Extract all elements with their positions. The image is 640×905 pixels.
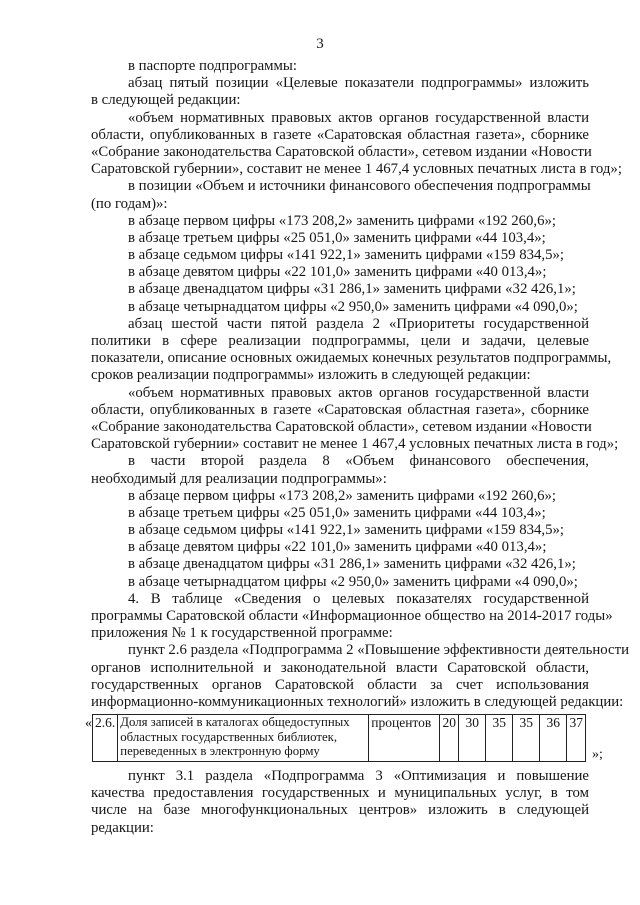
text-line: сроков реализации подпрограммы» изложить в следующей редакции: bbox=[91, 367, 531, 384]
text-line: в абзаце первом цифры «173 208,2» заменить цифрами «192 260,6»; bbox=[128, 487, 557, 504]
value-cell: 35 bbox=[513, 715, 540, 762]
text-line: приложения № 1 к государственной программе: bbox=[91, 625, 393, 642]
table-open-quote: « bbox=[85, 716, 92, 731]
indicator-name-cell: Доля записей в каталогах общедоступных областных государственных библиотек, переведенных в электронную форму bbox=[118, 715, 369, 762]
text-line: политики в сфере реализации подпрограммы, цели и задачи, целевые bbox=[91, 333, 589, 349]
text-line: 4. В таблице «Сведения о целевых показателях государственной bbox=[128, 590, 589, 607]
text-line: «Собрание законодательства Саратовской области», сетевом издании «Новости bbox=[91, 143, 592, 160]
text-line: Саратовской губернии», составит не менее 1 467,4 условных печатных листа в год»; bbox=[91, 161, 622, 178]
text-line: в абзаце девятом цифры «22 101,0» заменить цифрами «40 013,4»; bbox=[128, 264, 547, 281]
text-line: необходимый для реализации подпрограммы»: bbox=[91, 470, 387, 487]
unit-cell: процентов bbox=[369, 715, 440, 762]
text-line: в абзаце четырнадцатом цифры «2 950,0» заменить цифрами «4 090,0»; bbox=[128, 298, 578, 315]
text-line: редакции: bbox=[91, 819, 154, 836]
table-row bbox=[93, 715, 586, 762]
text-line: в абзаце седьмом цифры «141 922,1» заменить цифрами «159 834,5»; bbox=[128, 247, 565, 264]
text-line: пункт 3.1 раздела «Подпрограмма 3 «Оптимизация и повышение bbox=[128, 768, 589, 784]
text-line: в абзаце первом цифры «173 208,2» заменить цифрами «192 260,6»; bbox=[128, 212, 557, 229]
body-text-lower bbox=[91, 768, 589, 837]
text-line: в части второй раздела 8 «Объем финансового обеспечения, bbox=[128, 453, 589, 470]
value-cell: 30 bbox=[459, 715, 486, 762]
text-line: в следующей редакции: bbox=[91, 92, 241, 109]
text-line: «объем нормативных правовых актов органов государственной власти bbox=[128, 109, 589, 126]
text-line: области, опубликованных в газете «Саратовская областная газета», сборнике bbox=[91, 401, 589, 418]
value-cell: 37 bbox=[567, 715, 586, 762]
text-line: государственных органов Саратовской области за счет использования bbox=[91, 676, 589, 693]
text-line: информационно-коммуникационных технологий» изложить в следующей редакции: bbox=[91, 693, 624, 710]
text-line: «объем нормативных правовых актов органов государственной власти bbox=[128, 384, 589, 401]
page-number: 3 bbox=[316, 36, 324, 52]
text-line: в абзаце третьем цифры «25 051,0» заменить цифрами «44 103,4»; bbox=[128, 504, 546, 521]
text-line: в абзаце двенадцатом цифры «31 286,1» заменить цифрами «32 426,1»; bbox=[128, 556, 576, 573]
text-line: в абзаце девятом цифры «22 101,0» заменить цифрами «40 013,4»; bbox=[128, 539, 547, 556]
indicator-table bbox=[92, 714, 586, 762]
text-line: пункт 2.6 раздела «Подпрограмма 2 «Повышение эффективности деятельности bbox=[128, 642, 630, 659]
text-line: Саратовской губернии» составит не менее 1 467,4 условных печатных листа в год»; bbox=[91, 436, 619, 453]
text-line: в позиции «Объем и источники финансового обеспечения подпрограммы bbox=[128, 178, 591, 195]
value-cell: 35 bbox=[486, 715, 513, 762]
text-line: абзац шестой части пятой раздела 2 «Приоритеты государственной bbox=[128, 315, 589, 332]
text-line: области, опубликованных в газете «Саратовская областная газета», сборнике bbox=[91, 126, 589, 143]
value-cell: 36 bbox=[540, 715, 567, 762]
text-line: в абзаце двенадцатом цифры «31 286,1» заменить цифрами «32 426,1»; bbox=[128, 281, 576, 298]
text-line: программы Саратовской области «Информационное общество на 2014-2017 годы» bbox=[91, 608, 613, 624]
body-text-upper bbox=[91, 58, 630, 711]
text-line: числе на базе многофункциональных центров» изложить в следующей bbox=[91, 802, 589, 819]
indicator-table-block bbox=[78, 714, 606, 764]
text-line: органов исполнительной и законодательной власти Саратовской области, bbox=[91, 659, 589, 676]
row-number-cell: 2.6. bbox=[93, 715, 118, 762]
text-line: в абзаце четырнадцатом цифры «2 950,0» заменить цифрами «4 090,0»; bbox=[128, 573, 578, 590]
text-line: (по годам)»: bbox=[91, 195, 168, 212]
text-line: показатели, описание основных ожидаемых конечных результатов подпрограммы, bbox=[91, 350, 612, 367]
text-line: качества предоставления государственных и муниципальных услуг, в том bbox=[91, 785, 589, 802]
table-close-quote: »; bbox=[592, 747, 603, 762]
text-line: в абзаце седьмом цифры «141 922,1» заменить цифрами «159 834,5»; bbox=[128, 522, 565, 539]
text-line: в абзаце третьем цифры «25 051,0» заменить цифрами «44 103,4»; bbox=[128, 229, 546, 246]
text-line: в паспорте подпрограммы: bbox=[128, 58, 297, 74]
text-line: «Собрание законодательства Саратовской области», сетевом издании «Новости bbox=[91, 418, 592, 435]
text-line: абзац пятый позиции «Целевые показатели подпрограммы» изложить bbox=[128, 75, 589, 92]
value-cell: 20 bbox=[440, 715, 459, 762]
